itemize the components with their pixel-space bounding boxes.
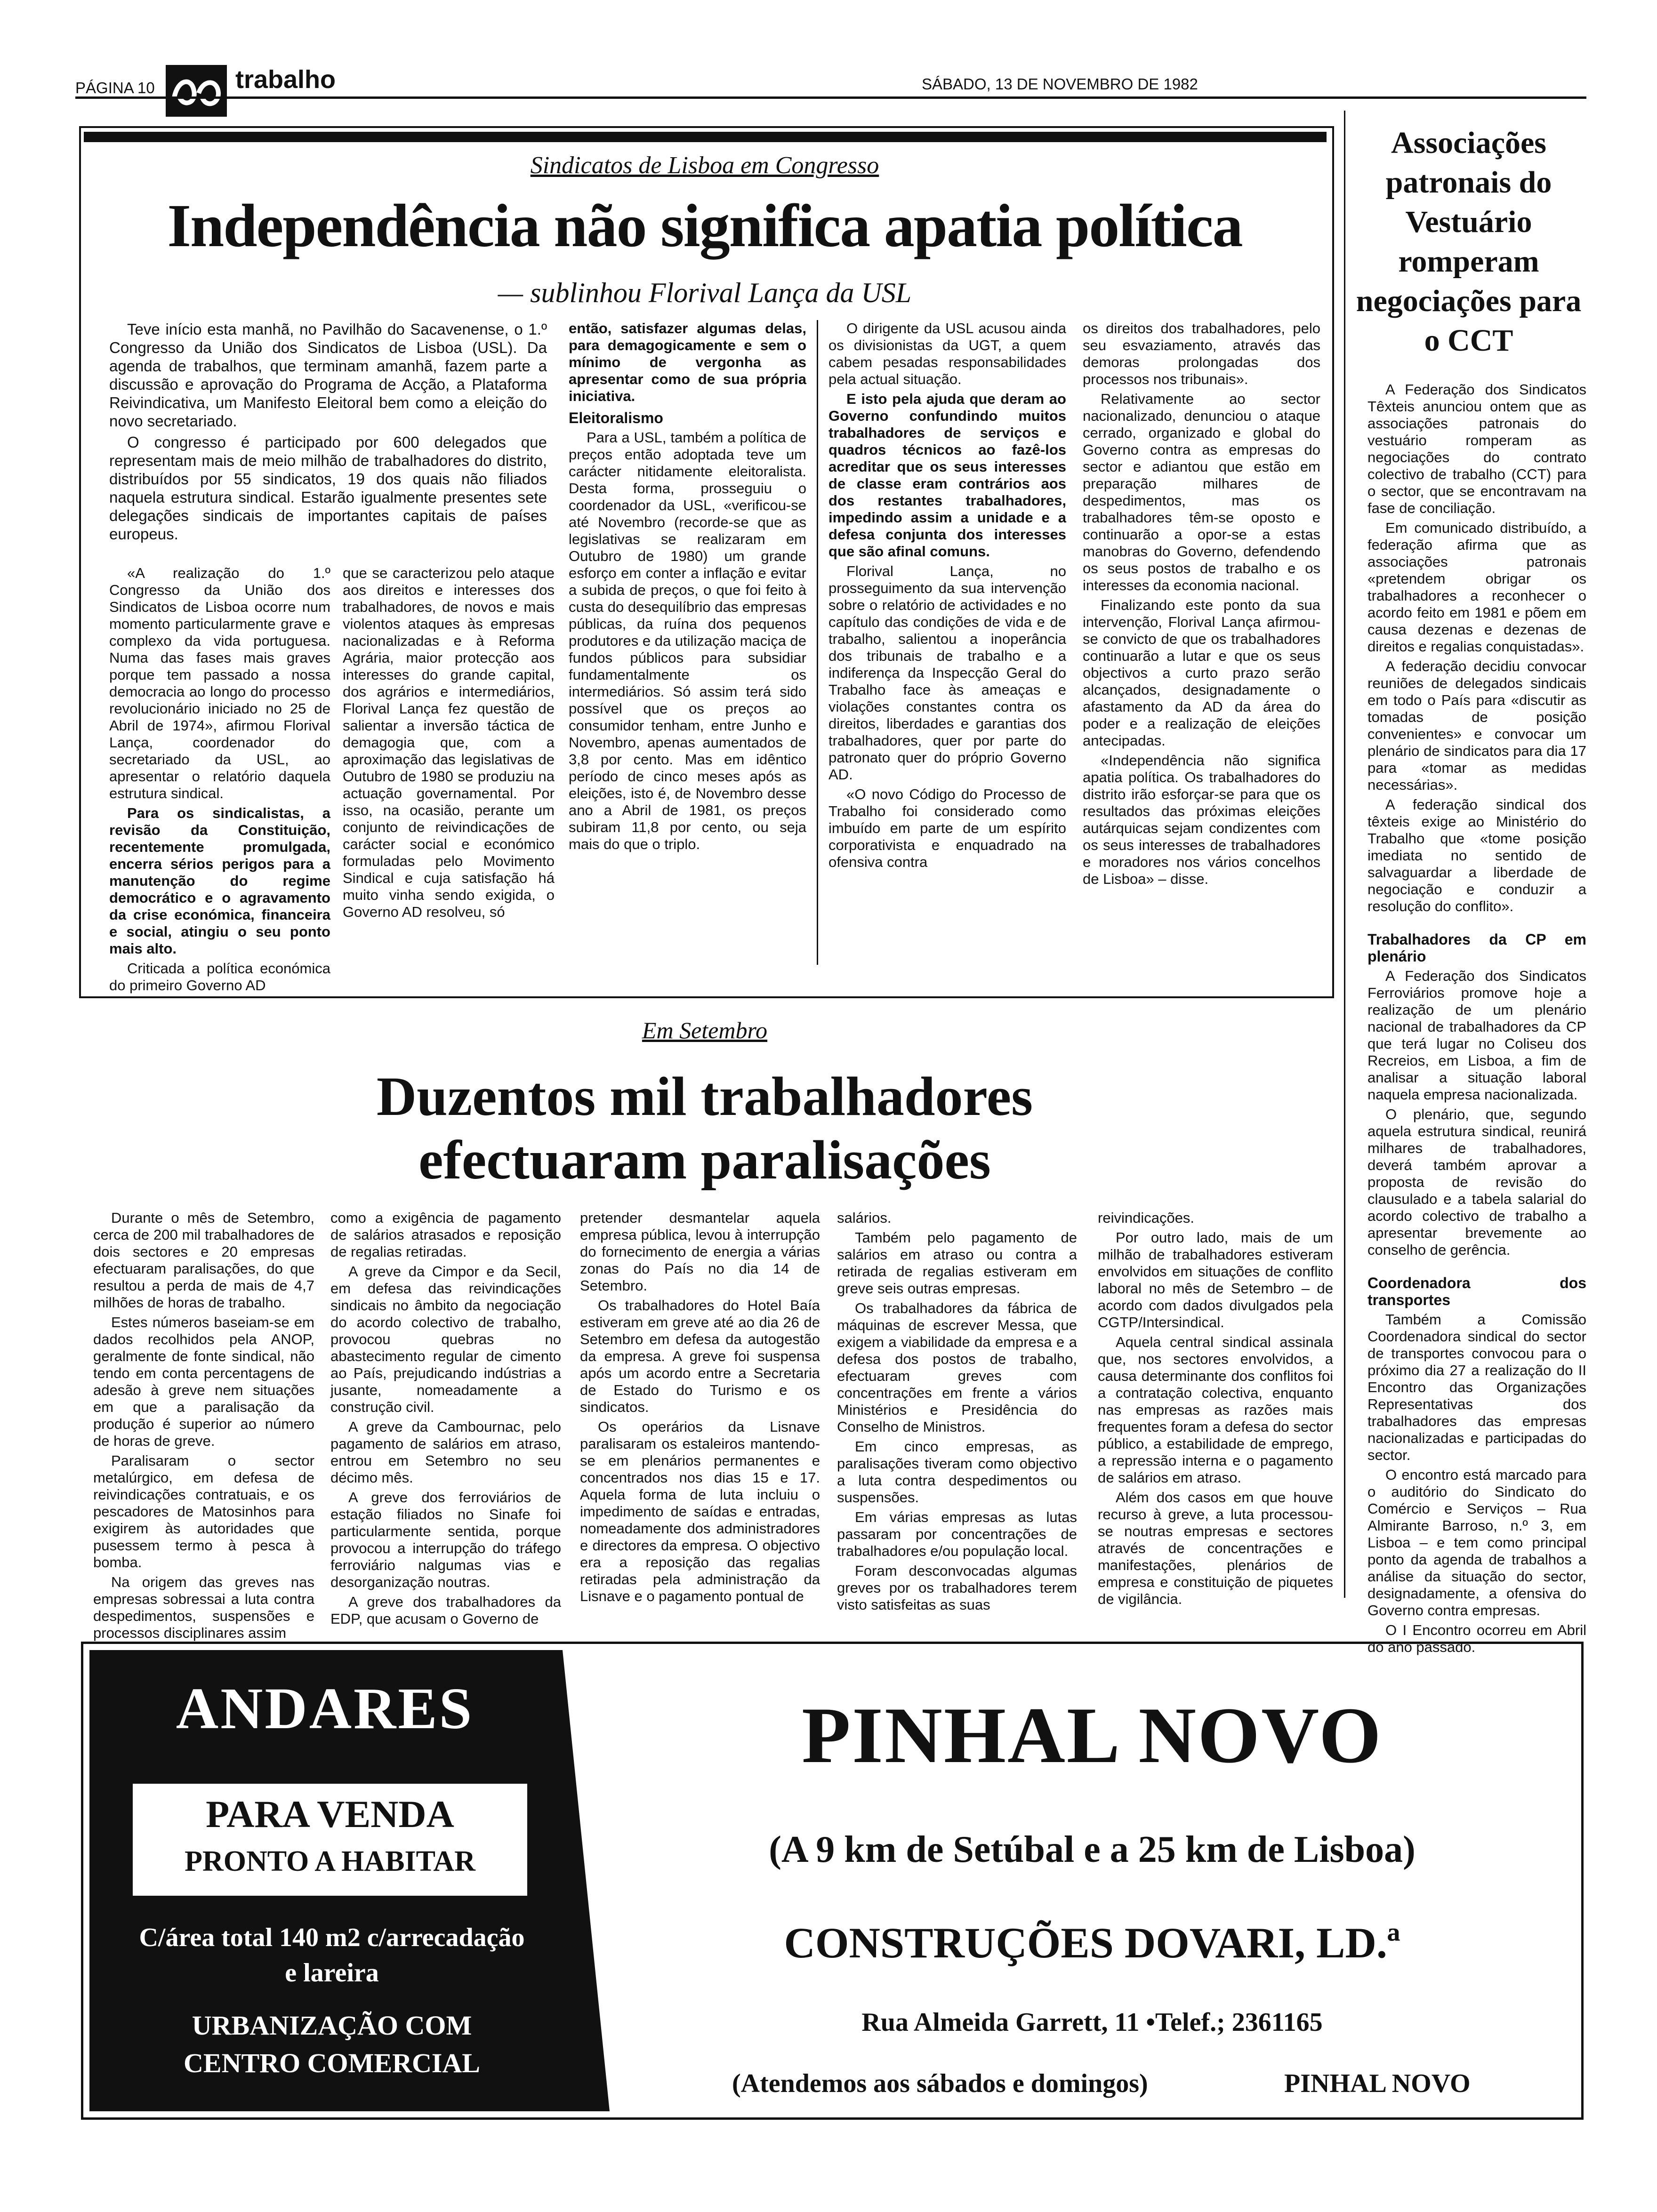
body-para: Finalizando este ponto da sua intervenção, Florival Lança afirmou-se convicto de que os trabalhadores continuarão a lutar e que os seus objectivos a curto prazo serão alcançados, designadamente o afastamento da AD da área do poder e a realização de eleições antecipadas. [1083, 597, 1320, 749]
body-para: pretender desmantelar aquela empresa pública, levou à interrupção do fornecimento de energia a várias zonas do País no dia 14 de Setembro. [580, 1210, 820, 1294]
article2-column-5 [1098, 1210, 1333, 1624]
issue-date: SÁBADO, 13 DE NOVEMBRO DE 1982 [922, 75, 1198, 93]
body-para: «A realização do 1.º Congresso da União dos Sindicatos de Lisboa ocorre num momento particularmente grave e complexo da vida portuguesa. Numa das fases mais graves porque tem passado a nossa democracia ao longo do processo revolucionário iniciado no 25 de Abril de 1974», afirmou Florival Lança, coordenador do secretariado da USL, ao apresentar o relatório daquela estrutura sindical. [109, 565, 330, 801]
article2-headline-line2: efectuaram paralisações [418, 1129, 991, 1191]
ad-distance: (A 9 km de Setúbal e a 25 km de Lisboa) [769, 1829, 1416, 1870]
ad-area-line2: e lareira [285, 1958, 379, 1988]
body-para: Os trabalhadores da fábrica de máquinas de escrever Messa, que exigem a viabilidade da empresa e a defesa dos postos de trabalho, efectuaram greves com concentrações em frente a vários Ministérios e Presidência do Conselho de Ministros. [837, 1300, 1077, 1435]
sidebar-divider [1344, 111, 1345, 1598]
body-para: Relativamente ao sector nacionalizado, denunciou o ataque cerrado, organizado e global do Governo contra as empresas do sector e adiantou que estão em preparação milhares de despedimentos, mas os trabalhadores têm-se oposto e continuarão a opor-se a estas manobras do Governo, defendendo os seus postos de trabalho e os interesses da economia nacional. [1083, 391, 1320, 593]
sidebar-para: Também a Comissão Coordenadora sindical do sector de transportes convocou para o próximo dia 27 a realização do II Encontro das Organizações Representativas dos trabalhadores das empresas nacionalizadas e participadas do sector. [1367, 1311, 1586, 1463]
ad-title: ANDARES [176, 1676, 474, 1741]
article-column-1 [109, 565, 330, 994]
body-para: Florival Lança, no prosseguimento da sua intervenção sobre o relatório de actividades e no capítulo das condições de vida e de trabalho, salientou a inoperância dos tribunais de trabalho e a indiferença da Inspecção Geral do Trabalho face às ameaças e violações constantes contra os direitos, liberdades e garantias dos trabalhadores, quer por parte do patronato quer do próprio Governo AD. [828, 563, 1066, 783]
article-box-top-bar [84, 132, 1327, 142]
body-para: A greve da Cimpor e da Secil, em defesa das reivindicações sindicais no âmbito da negociação do acordo colectivo de trabalho, provocou quebras no abastecimento regular de cimento ao País, prejudicando indústrias a jusante, nomeadamente a construção civil. [330, 1263, 561, 1415]
subheading: Eleitoralismo [569, 409, 663, 426]
section-title: trabalho [235, 65, 336, 94]
body-para: então, satisfazer algumas delas, para demagogicamente e sem o mínimo de vergonha as apresentar como de sua própria iniciativa. [569, 320, 806, 404]
body-para: Além dos casos em que houve recurso à greve, a luta processou-se noutras empresas e sectores através de concentrações e manifestações, plenários de empresa e constituição de piquetes de vigilância. [1098, 1489, 1333, 1607]
ad-box-line1: PARA VENDA [206, 1793, 454, 1835]
sidebar-para: O I Encontro ocorreu em Abril do ano passado. [1367, 1622, 1586, 1655]
body-para: Aquela central sindical assinala que, nos sectores envolvidos, a causa determinante dos conflitos foi a contratação colectiva, enquanto nas empresas as razões mais frequentes foram a defesa do sector público, a estabilidade de emprego, a repressão interna e o pagamento de salários em atraso. [1098, 1334, 1333, 1486]
article-column-2 [343, 565, 555, 965]
body-para: A greve da Cambournac, pelo pagamento de salários em atraso, entrou em Setembro no seu décimo mês. [330, 1419, 561, 1486]
newspaper-logo [166, 65, 227, 117]
ad-hours: (Atendemos aos sábados e domingos) [732, 2069, 1148, 2098]
body-para: Em várias empresas as lutas passaram por concentrações de trabalhadores e/ou população local. [837, 1509, 1077, 1559]
body-para: O dirigente da USL acusou ainda os divisionistas da UGT, a quem cabem pesadas responsabilidades pela actual situação. [828, 320, 1066, 387]
sidebar-para: A federação sindical dos têxteis exige ao Ministério do Trabalho que «tome posição imediata no sentido de salvaguardar a liberdade de negociação e conduzir a resolução do conflito». [1367, 796, 1586, 914]
ad-box-line2: PRONTO A HABITAR [185, 1845, 475, 1877]
body-para: Em cinco empresas, as paralisações tiveram como objectivo a luta contra despedimentos ou suspensões. [837, 1438, 1077, 1506]
lead-para: Teve início esta manhã, no Pavilhão do Sacavenense, o 1.º Congresso da União dos Sindicatos de Lisboa (USL). Da agenda de trabalhos, que terminam amanhã, fazem parte a discussão e aprovação do Programa de Acção, a Plataforma Reivindicativa, um Manifesto Eleitoral bem como a eleição do novo secretariado. [109, 321, 547, 430]
body-para: Por outro lado, mais de um milhão de trabalhadores estiveram envolvidos em situações de conflito laboral no mês de Setembro – de acordo com dados divulgados pela CGTP/Intersindical. [1098, 1229, 1333, 1330]
body-para: os direitos dos trabalhadores, pelo seu esvaziamento, através das demoras prolongadas dos processos nos tribunais». [1083, 320, 1320, 387]
ad-urban-line1: URBANIZAÇÃO COM [192, 2010, 472, 2041]
sidebar-para: A Federação dos Sindicatos Têxteis anunciou ontem que as associações patronais do vestuário romperam as negociações do contrato colectivo de trabalho (CCT) para o sector, que se encontravam na fase de conciliação. [1367, 381, 1586, 516]
header-rule [75, 96, 1586, 99]
body-para: Paralisaram o sector metalúrgico, em defesa de reivindicações contratuais, e os pescadores de Matosinhos para exigirem às autoridades que pusessem termo à pesca à bomba. [93, 1452, 314, 1571]
body-para: Na origem das greves nas empresas sobressai a luta contra despedimentos, suspensões e processos disciplinares assim [93, 1574, 314, 1641]
sidebar-para: A Federação dos Sindicatos Ferroviários promove hoje a realização de um plenário nacional de trabalhadores da CP que terá lugar no Coliseu dos Recreios, em Lisboa, a fim de analisar a situação laboral naquela empresa nacionalizada. [1367, 968, 1586, 1103]
body-para: Foram desconvocadas algumas greves por os trabalhadores terem visto satisfeitas as suas [837, 1563, 1077, 1613]
article-column-4 [828, 320, 1066, 965]
body-para: E isto pela ajuda que deram ao Governo confundindo muitos trabalhadores de serviços e quadros técnicos ao fazê-los acreditar que os seus interesses de classe eram contrários aos dos restantes trabalhadores, impedindo assim a unidade e a defesa conjunta dos interesses que são afinal comuns. [828, 391, 1066, 560]
sidebar-headline: Associações patronais do Vestuário romperam negociações para o CCT [1356, 126, 1582, 358]
ad-place: PINHAL NOVO [802, 1691, 1383, 1779]
body-para: Para a USL, também a política de preços então adoptada teve um carácter nitidamente eleitoralista. Desta forma, prosseguiu o coordenador da USL, «verificou-se até Novembro (recorde-se que as legislativas se realizaram em Outubro de 1980) um grande esforço em conter a inflação e evitar a subida de preços, o que foi feito à custa do desequilíbrio das empresas públicas, da ruína dos pequenos produtores e da utilização maciça de fundos públicos para subsidiar fundamentalmente os intermediários. Só assim terá sido possível que os preços ao consumidor tenham, entre Junho e Novembro, apenas aumentados de 3,8 por cento. Mas em idêntico período de cinco meses após as eleições, isto é, de Novembro desse ano a Abril de 1981, os preços subiram 11,8 por cento, ou seja mais do que o triplo. [569, 429, 806, 852]
article2-headline-line1: Duzentos mil trabalhadores [376, 1066, 1033, 1127]
body-para: Para os sindicalistas, a revisão da Constituição, recentemente promulgada, encerra sérios perigos para a manutenção do regime democrático e o agravamento da crise económica, financeira e social, atingiu o seu ponto mais alto. [109, 805, 330, 957]
body-para: «O novo Código do Processo de Trabalho foi considerado como imbuído em parte de um espírito corporativista e enquadrado na ofensiva contra [828, 786, 1066, 870]
body-para: salários. [837, 1210, 892, 1226]
article2-kicker: Em Setembro [642, 1017, 768, 1043]
ad-footer-place: PINHAL NOVO [1284, 2069, 1471, 2098]
article2-column-4 [837, 1210, 1077, 1624]
sidebar-para: Em comunicado distribuído, a federação afirma que as associações patronais «pretendem obrigar os trabalhadores a reconhecer o acordo feito em 1981 e põem em causa dezenas e dezenas de direitos e regalias conquistadas». [1367, 520, 1586, 655]
sidebar-para: A federação decidiu convocar reuniões de delegados sindicais em todo o País para «discutir as tomadas de posição convenientes» e convocar um plenário de sindicatos para dia 17 para «tomar as medidas necessárias». [1367, 658, 1586, 793]
article-lead [109, 320, 547, 555]
sidebar-subheading: Coordenadora dos transportes [1367, 1274, 1586, 1308]
article-kicker: Sindicatos de Lisboa em Congresso [530, 152, 879, 179]
article-column-3 [569, 320, 806, 965]
body-para: Durante o mês de Setembro, cerca de 200 mil trabalhadores de dois sectores e 20 empresas efectuaram paralisações, do que resultou a perda de mais de 4,7 milhões de horas de trabalho. [93, 1210, 314, 1311]
ad-area-line1: C/área total 140 m2 c/arrecadação [139, 1923, 525, 1952]
article-subhead: — sublinhou Florival Lança da USL [498, 277, 912, 308]
body-para: Criticada a política económica do primeiro Governo AD [109, 960, 330, 994]
sidebar-para: O plenário, que, segundo aquela estrutura sindical, reunirá milhares de trabalhadores, deverá também aprovar a proposta de revisão do clausulado e a tabela salarial do acordo colectivo de trabalho a apresentar brevemente ao conselho de gerência. [1367, 1106, 1586, 1258]
body-para: Os operários da Lisnave paralisaram os estaleiros mantendo-se em plenários permanentes e concentrados nos dias 15 e 17. Aquela forma de luta incluiu o impedimento de saídas e entradas, nomeadamente dos administradores e directores da empresa. O objectivo era a reposição das regalias retiradas pela administração da Lisnave e o pagamento pontual de [580, 1419, 820, 1604]
column-divider [817, 320, 818, 965]
article2-column-1 [93, 1210, 314, 1641]
page-number: PÁGINA 10 [75, 79, 155, 96]
sidebar-subheading: Trabalhadores da CP em plenário [1367, 931, 1586, 965]
body-para: «Independência não significa apatia política. Os trabalhadores do distrito irão esforçar-se para que os resultados das próximas eleições autárquicas sejam condizentes com os seus interesses de trabalhadores e moradores nos vários concelhos de Lisboa» – disse. [1083, 752, 1320, 887]
body-para: Também pelo pagamento de salários em atraso ou contra a retirada de regalias estiveram em greve seis outras empresas. [837, 1229, 1077, 1297]
ad-urban-line2: CENTRO COMERCIAL [184, 2048, 480, 2078]
ad-address: Rua Almeida Garrett, 11 •Telef.; 2361165 [861, 2008, 1323, 2037]
sidebar-body [1367, 381, 1586, 1655]
body-para: que se caracterizou pelo ataque aos direitos e interesses dos trabalhadores, de novos e mais violentos ataques às empresas nacionalizadas e à Reforma Agrária, maior protecção aos interesses do grande capital, dos agrários e intermediários, Florival Lança fez questão de salientar a inversão táctica de demagogia que, com a aproximação das legislativas de Outubro de 1980 se produziu na actuação governamental. Por isso, na ocasião, perante um conjunto de reivindicações de carácter social e económico formuladas pelo Movimento Sindical e cuja satisfação há muito vinha sendo exigida, o Governo AD resolveu, só [343, 565, 555, 920]
article-headline: Independência não significa apatia política [167, 192, 1242, 260]
body-para: A greve dos ferroviários de estação filiados no Sinafe foi particularmente sentida, porque provocou a interrupção do tráfego ferroviário nalgumas vias e desorganização noutras. [330, 1489, 561, 1590]
body-para: Os trabalhadores do Hotel Baía estiveram em greve até ao dia 26 de Setembro em defesa da autogestão da empresa. A greve foi suspensa após um acordo entre a Secretaria de Estado do Turismo e os sindicatos. [580, 1297, 820, 1415]
body-para: como a exigência de pagamento de salários atrasados e reposição de regalias retiradas. [330, 1210, 561, 1260]
article-column-5 [1083, 320, 1320, 965]
article2-column-3 [580, 1210, 820, 1624]
body-para: A greve dos trabalhadores da EDP, que acusam o Governo de [330, 1594, 561, 1627]
body-para: Estes números baseiam-se em dados recolhidos pela ANOP, geralmente de fonte sindical, não tendo em conta percentagens de adesão à greve nem situações em que a paralisação da produção é superior ao número de horas de greve. [93, 1314, 314, 1449]
ad-company: CONSTRUÇÕES DOVARI, LD.ª [784, 1919, 1400, 1967]
article2-column-2 [330, 1210, 561, 1627]
sidebar-para: O encontro está marcado para o auditório do Sindicato do Comércio e Serviços – Rua Almirante Barroso, n.º 3, em Lisboa – e tem como principal ponto da agenda de trabalhos a análise da situação do sector, designadamente, a ofensiva do Governo contra empresas. [1367, 1467, 1586, 1619]
lead-para: O congresso é participado por 600 delegados que representam mais de meio milhão de trabalhadores do distrito, distribuídos por 55 sindicatos, 19 dos quais não filiados naquela estrutura sindical. Estarão igualmente presentes sete delegações sindicais de importantes capitais de países europeus. [109, 433, 547, 543]
body-para: reivindicações. [1098, 1210, 1195, 1226]
